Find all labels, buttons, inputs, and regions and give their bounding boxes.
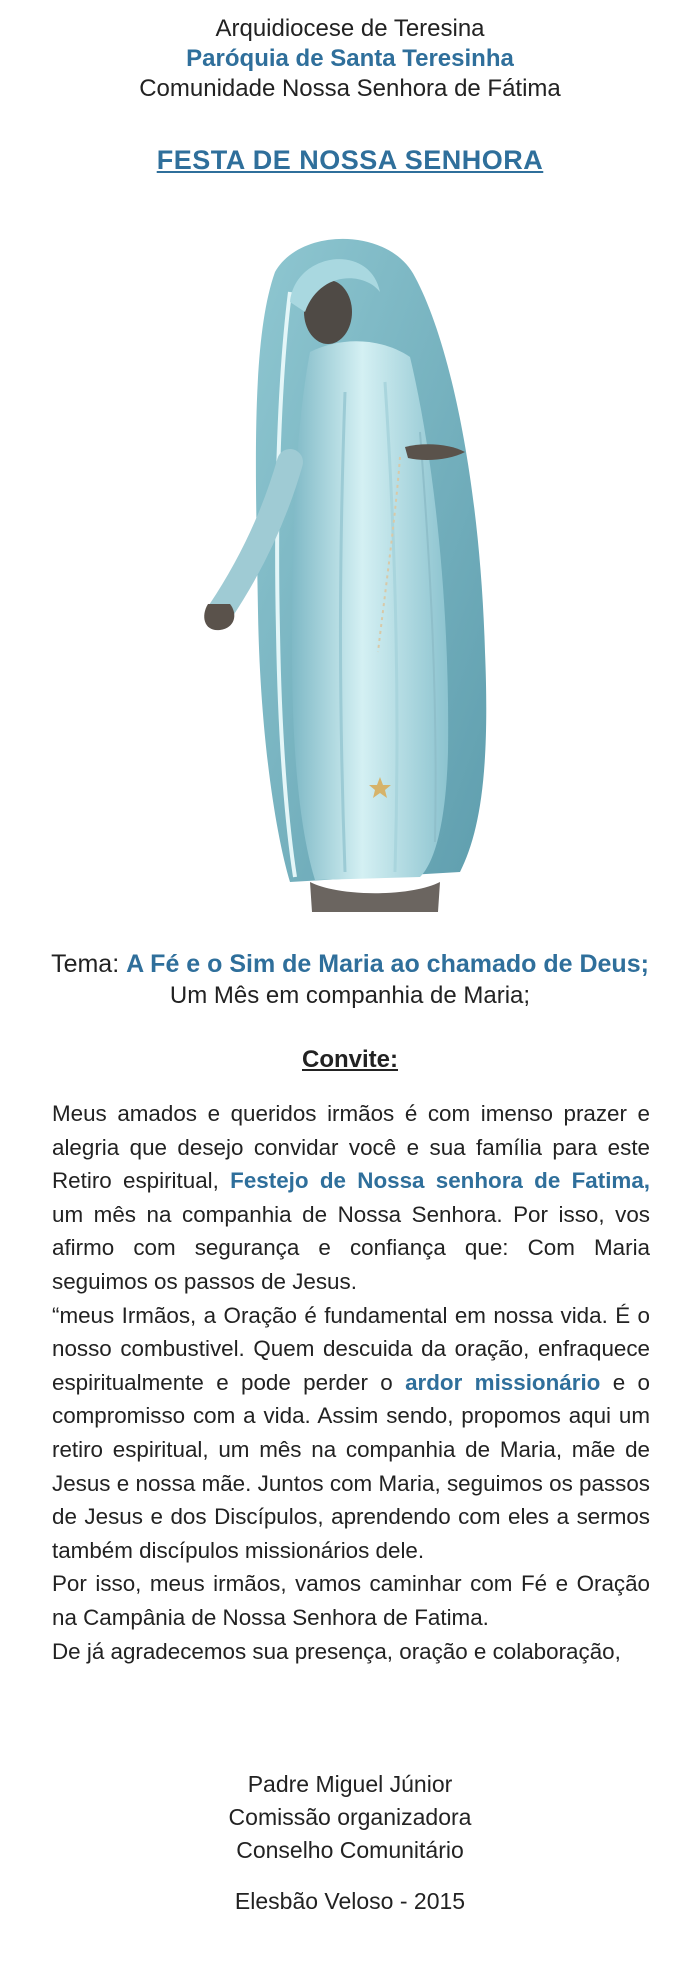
community-name: Comunidade Nossa Senhora de Fátima	[139, 75, 561, 102]
tema-line	[0, 948, 700, 980]
parish-name: Paróquia de Santa Teresinha	[186, 45, 514, 72]
festejo-highlight: Festejo de Nossa senhora de Fatima,	[230, 1168, 650, 1194]
paragraph-4: De já agradecemos sua presença, oração e colaboração,	[52, 1638, 621, 1664]
convite-heading: Convite:	[302, 1046, 398, 1073]
paragraph-2-text-b: e o compromisso com a vida. Assim sendo, propomos aqui um retiro espiritual, um mês na companhia de Maria, mãe de Jesus e nossa mãe. Juntos com Maria, seguimos os passos de Jesus e dos Discípulos, aprendendo com eles a sermos também discípulos missionários dele.	[52, 1369, 650, 1563]
invitation-body	[52, 1097, 650, 1668]
paragraph-1	[52, 1097, 650, 1299]
tema-label: Tema:	[51, 950, 120, 978]
tema-subtitle: Um Mês em companhia de Maria;	[169, 982, 531, 1009]
ardor-missionario-highlight: ardor missionário	[405, 1369, 601, 1395]
signature-committee: Comissão organizadora	[228, 1804, 472, 1830]
festa-title: FESTA DE NOSSA SENHORA	[156, 145, 544, 175]
tema-value: A Fé e o Sim de Maria ao chamado de Deus;	[126, 950, 649, 978]
signature-priest: Padre Miguel Júnior	[247, 1771, 453, 1797]
paragraph-3: Por isso, meus irmãos, vamos caminhar com Fé e Oração na Campânia de Nossa Senhora de Fatima.	[52, 1571, 650, 1630]
paragraph-2	[52, 1299, 650, 1568]
paragraph-2-text-a: “meus Irmãos, a Oração é fundamental em nossa vida. É o nosso combustivel. Quem descuida da oração, enfraquece espiritualmente e pode perder o	[52, 1302, 650, 1395]
paragraph-1-text-b: um mês na companhia de Nossa Senhora. Por isso, vos afirmo com segurança e confiança que: Com Maria seguimos os passos de Jesus.	[52, 1201, 650, 1294]
signature-block	[0, 1768, 700, 1867]
header	[0, 14, 700, 104]
footer-location-year: Elesbão Veloso - 2015	[234, 1888, 466, 1914]
signature-council: Conselho Comunitário	[236, 1837, 464, 1863]
paragraph-1-text-a: Meus amados e queridos irmãos é com imenso prazer e alegria que desejo convidar você e sua família para este Retiro espiritual,	[52, 1101, 650, 1194]
our-lady-of-fatima-statue-icon	[180, 232, 520, 922]
archdiocese-name: Arquidiocese de Teresina	[215, 15, 485, 42]
